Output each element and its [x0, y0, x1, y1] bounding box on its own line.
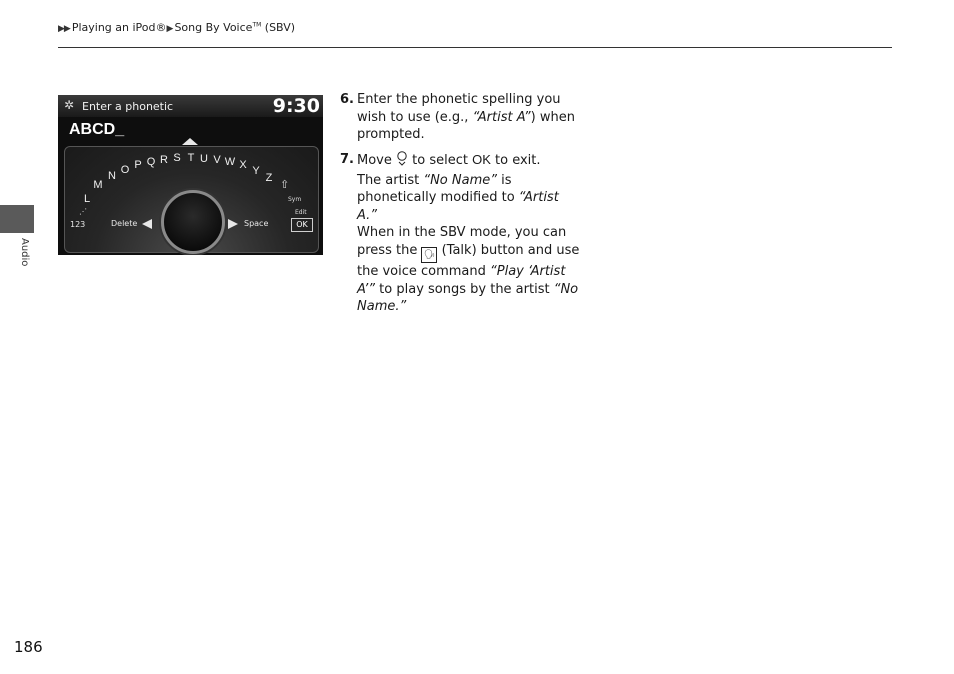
space-key: Space — [244, 219, 269, 228]
step-text-part: Move — [357, 153, 396, 168]
sym-key: Sym — [288, 196, 302, 203]
step-text-part: to select — [408, 153, 473, 168]
step-text-part: ) when prompted. — [357, 109, 575, 143]
step-example: “Artist A.” — [357, 190, 559, 223]
up-arrow-icon — [182, 138, 198, 145]
delete-key: Delete — [111, 219, 138, 228]
letter-key: L — [83, 193, 91, 205]
section-label: Audio — [19, 238, 30, 267]
step-text-part: (Talk) button and use the voice command — [357, 242, 580, 279]
letter-key: O — [120, 164, 130, 176]
ok-label: OK — [472, 152, 491, 167]
step-number: 7. — [340, 152, 354, 167]
letter-key: W — [224, 156, 236, 168]
step-example: “Artist A” — [472, 109, 531, 125]
gear-icon: ✲ — [64, 98, 75, 112]
symbol-key-icon: ⋰ — [79, 207, 87, 216]
step-text-part: is phonetically modified to — [357, 172, 519, 206]
trademark-sup: TM — [252, 21, 262, 29]
breadcrumb — [58, 21, 295, 34]
step-text-part: Enter the phonetic spelling you wish to use (e.g., — [357, 92, 561, 125]
step-example: “No Name” — [423, 172, 497, 188]
letter-key: Z — [265, 172, 273, 184]
step-example: “No Name.” — [357, 281, 579, 315]
screen-prompt: Enter a phonetic — [82, 100, 174, 113]
letter-key: U — [200, 153, 208, 165]
numbers-key: 123 — [70, 220, 86, 229]
step-number: 6. — [340, 92, 354, 107]
edit-key: Edit — [295, 209, 307, 216]
interface-dial-icon — [396, 151, 408, 172]
step-text-part: to play songs by the artist — [375, 281, 554, 297]
header-divider — [58, 47, 892, 48]
letter-key: R — [160, 154, 168, 166]
breadcrumb-item-suffix: (SBV) — [261, 21, 296, 34]
breadcrumb-item[interactable]: Playing an iPod® — [71, 21, 167, 34]
talk-button-icon: 🗣 — [421, 247, 437, 263]
letter-key: N — [108, 170, 116, 182]
step-6 — [340, 91, 580, 144]
interface-dial — [161, 190, 225, 254]
step-7 — [340, 151, 580, 316]
ok-key: OK — [291, 218, 313, 232]
letter-key: M — [93, 179, 103, 191]
step-text — [357, 91, 580, 144]
step-text-part: The artist — [357, 172, 424, 188]
breadcrumb-item[interactable]: Song By Voice — [174, 21, 253, 34]
step-text-part: When in the SBV mode, you can press the — [357, 225, 567, 258]
right-arrow-icon — [228, 219, 238, 229]
letter-key: S — [173, 152, 181, 164]
screen-clock: 9:30 — [272, 95, 320, 117]
step-text-part: to exit. — [490, 153, 541, 168]
letter-key: V — [213, 154, 221, 166]
left-arrow-icon — [142, 219, 152, 229]
letter-key: X — [239, 159, 247, 171]
breadcrumb-arrow-icon: ▶▶ — [58, 24, 70, 34]
page-number: 186 — [14, 638, 43, 656]
breadcrumb-arrow-icon: ▶ — [166, 24, 173, 34]
letter-key: Y — [252, 165, 260, 177]
navi-screen-image — [58, 95, 323, 255]
screen-entry-text: ABCD_ — [69, 121, 125, 138]
letter-key: P — [134, 159, 142, 171]
section-tab[interactable] — [0, 205, 34, 233]
step-example: “Play ‘Artist A’” — [357, 263, 566, 297]
shift-icon: ⇧ — [280, 178, 290, 191]
letter-key: T — [187, 152, 195, 164]
step-text — [357, 151, 580, 316]
letter-key: Q — [146, 156, 156, 168]
